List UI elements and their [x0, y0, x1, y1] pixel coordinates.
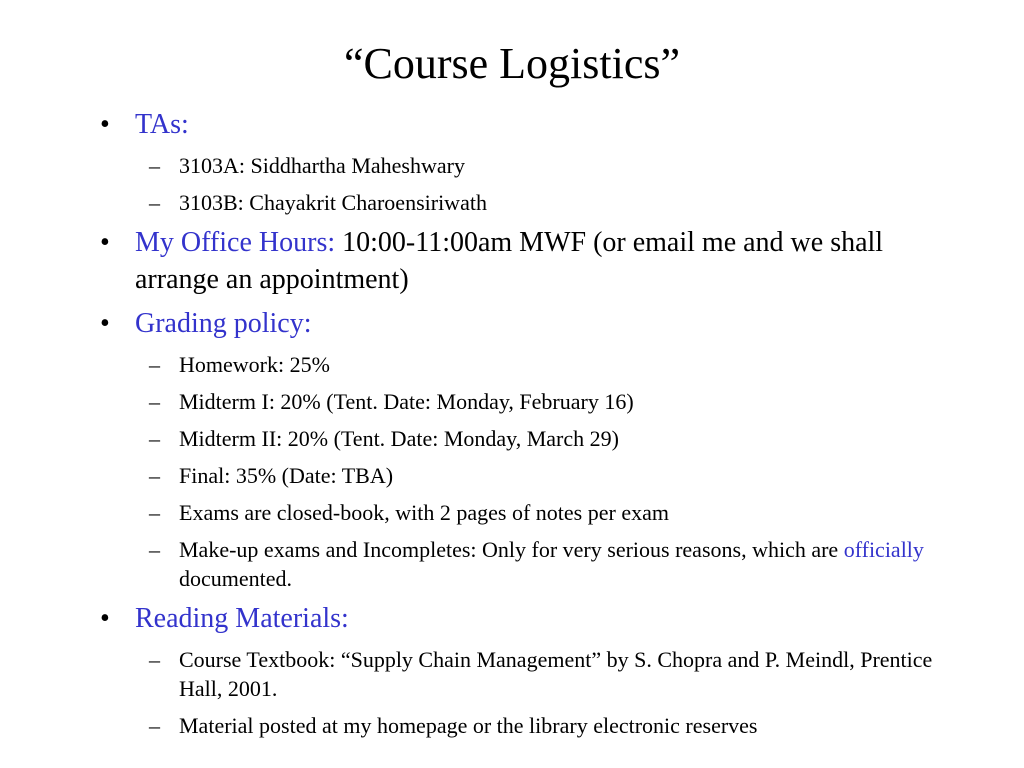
- grading-label: Grading policy:: [135, 308, 312, 339]
- ta-item-3103a: [0, 151, 1024, 180]
- reading-item-homepage: [0, 711, 1024, 740]
- grading-item-text: Homework: 25%: [179, 352, 330, 377]
- bullet-dot-icon: •: [100, 227, 110, 258]
- makeup-text-before: Make-up exams and Incompletes: Only for very serious reasons, which are: [179, 537, 844, 562]
- office-hours-label: My Office Hours:: [135, 227, 336, 258]
- bullet-tas: [0, 106, 1024, 143]
- bullet-office-hours: [0, 224, 1024, 298]
- makeup-text-after: documented.: [179, 566, 293, 591]
- ta-item-text: 3103B: Chayakrit Charoensiriwath: [179, 190, 487, 215]
- grading-item-makeup: [0, 535, 1024, 593]
- bullet-grading: [0, 305, 1024, 342]
- dash-icon: –: [149, 647, 160, 672]
- dash-icon: –: [149, 389, 160, 414]
- dash-icon: –: [149, 190, 160, 215]
- grading-item-exams: [0, 498, 1024, 527]
- bullet-dot-icon: •: [100, 109, 110, 140]
- reading-label: Reading Materials:: [135, 603, 349, 634]
- dash-icon: –: [149, 500, 160, 525]
- grading-item-midterm-2: [0, 424, 1024, 453]
- grading-item-final: [0, 461, 1024, 490]
- reading-item-textbook: [0, 645, 1024, 703]
- reading-item-text: Material posted at my homepage or the library electronic reserves: [179, 713, 758, 738]
- slide-content: [0, 106, 1024, 740]
- grading-item-text: Midterm II: 20% (Tent. Date: Monday, March 29): [179, 426, 619, 451]
- slide-title: “Course Logistics”: [343, 39, 681, 88]
- bullet-dot-icon: •: [100, 603, 110, 634]
- grading-item-midterm-1: [0, 387, 1024, 416]
- grading-item-text: Final: 35% (Date: TBA): [179, 463, 394, 488]
- dash-icon: –: [149, 713, 160, 738]
- dash-icon: –: [149, 463, 160, 488]
- ta-item-3103b: [0, 188, 1024, 217]
- grading-item-homework: [0, 350, 1024, 379]
- dash-icon: –: [149, 537, 160, 562]
- office-hours-text: 10:00-11:00am MWF (or email me and we shall arrange an appointment): [135, 227, 884, 295]
- ta-item-text: 3103A: Siddhartha Maheshwary: [179, 153, 465, 178]
- dash-icon: –: [149, 352, 160, 377]
- bullet-reading: [0, 600, 1024, 637]
- grading-item-text: Midterm I: 20% (Tent. Date: Monday, February 16): [179, 389, 634, 414]
- reading-item-text: Course Textbook: “Supply Chain Management” by S. Chopra and P. Meindl, Prentice Hall, 2001.: [179, 647, 933, 701]
- dash-icon: –: [149, 426, 160, 451]
- grading-item-text: Exams are closed-book, with 2 pages of notes per exam: [179, 500, 669, 525]
- tas-label: TAs:: [135, 109, 189, 140]
- dash-icon: –: [149, 153, 160, 178]
- makeup-text-highlight: officially: [843, 537, 924, 562]
- bullet-dot-icon: •: [100, 308, 110, 339]
